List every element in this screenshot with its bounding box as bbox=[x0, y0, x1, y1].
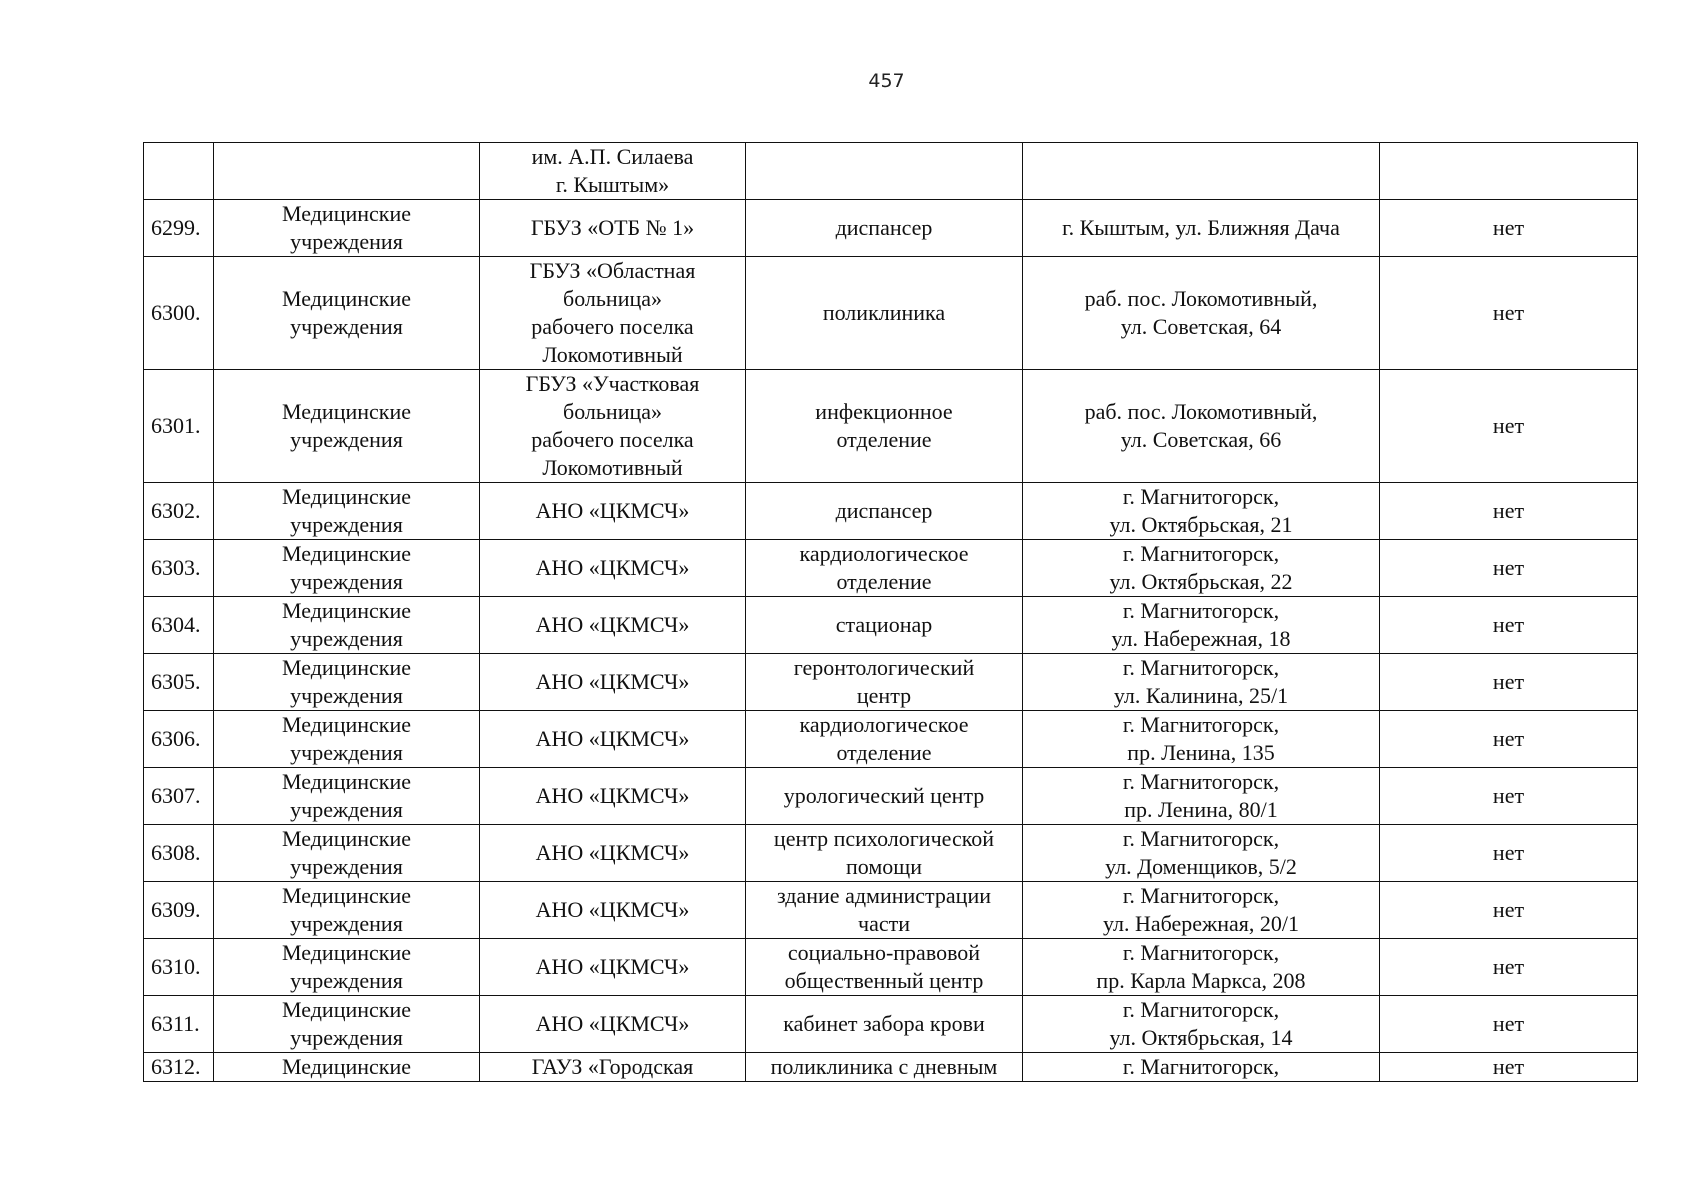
organization-cell: АНО «ЦКМСЧ» bbox=[480, 825, 746, 882]
status-cell: нет bbox=[1380, 1053, 1638, 1082]
status-cell: нет bbox=[1380, 200, 1638, 257]
organization-cell: АНО «ЦКМСЧ» bbox=[480, 882, 746, 939]
organization-cell: АНО «ЦКМСЧ» bbox=[480, 483, 746, 540]
address-cell bbox=[1023, 143, 1380, 200]
category-cell: Медицинские учреждения bbox=[214, 257, 480, 370]
row-number-cell bbox=[144, 143, 214, 200]
address-cell: г. Магнитогорск, ул. Октябрьская, 14 bbox=[1023, 996, 1380, 1053]
organization-cell: АНО «ЦКМСЧ» bbox=[480, 711, 746, 768]
table-row bbox=[144, 200, 1638, 257]
facility-cell: поликлиника bbox=[746, 257, 1023, 370]
facility-cell: центр психологической помощи bbox=[746, 825, 1023, 882]
status-cell: нет bbox=[1380, 483, 1638, 540]
row-number-cell: 6299. bbox=[144, 200, 214, 257]
row-number-cell: 6302. bbox=[144, 483, 214, 540]
status-cell: нет bbox=[1380, 257, 1638, 370]
table-row bbox=[144, 540, 1638, 597]
page-number: 457 bbox=[868, 70, 905, 92]
row-number-cell: 6310. bbox=[144, 939, 214, 996]
address-cell: г. Магнитогорск, пр. Карла Маркса, 208 bbox=[1023, 939, 1380, 996]
row-number-cell: 6308. bbox=[144, 825, 214, 882]
table-row bbox=[144, 996, 1638, 1053]
address-cell: раб. пос. Локомотивный, ул. Советская, 64 bbox=[1023, 257, 1380, 370]
category-cell: Медицинские учреждения bbox=[214, 654, 480, 711]
status-cell: нет bbox=[1380, 540, 1638, 597]
address-cell: г. Магнитогорск, пр. Ленина, 135 bbox=[1023, 711, 1380, 768]
status-cell: нет bbox=[1380, 654, 1638, 711]
address-cell: г. Кыштым, ул. Ближняя Дача bbox=[1023, 200, 1380, 257]
organization-cell: им. А.П. Силаева г. Кыштым» bbox=[480, 143, 746, 200]
category-cell: Медицинские учреждения bbox=[214, 825, 480, 882]
status-cell: нет bbox=[1380, 768, 1638, 825]
table-row bbox=[144, 257, 1638, 370]
status-cell: нет bbox=[1380, 711, 1638, 768]
row-number-cell: 6300. bbox=[144, 257, 214, 370]
table-row bbox=[144, 939, 1638, 996]
address-cell: г. Магнитогорск, ул. Калинина, 25/1 bbox=[1023, 654, 1380, 711]
category-cell: Медицинские учреждения bbox=[214, 711, 480, 768]
facility-cell: диспансер bbox=[746, 200, 1023, 257]
status-cell: нет bbox=[1380, 825, 1638, 882]
status-cell bbox=[1380, 143, 1638, 200]
category-cell: Медицинские учреждения bbox=[214, 597, 480, 654]
row-number-cell: 6303. bbox=[144, 540, 214, 597]
facility-cell: социально-правовой общественный центр bbox=[746, 939, 1023, 996]
category-cell: Медицинские учреждения bbox=[214, 882, 480, 939]
table-row bbox=[144, 711, 1638, 768]
address-cell: г. Магнитогорск, ул. Набережная, 20/1 bbox=[1023, 882, 1380, 939]
category-cell: Медицинские учреждения bbox=[214, 768, 480, 825]
facility-cell: кардиологическое отделение bbox=[746, 540, 1023, 597]
organization-cell: АНО «ЦКМСЧ» bbox=[480, 939, 746, 996]
organization-cell: АНО «ЦКМСЧ» bbox=[480, 540, 746, 597]
row-number-cell: 6305. bbox=[144, 654, 214, 711]
address-cell: г. Магнитогорск, ул. Октябрьская, 22 bbox=[1023, 540, 1380, 597]
category-cell: Медицинские учреждения bbox=[214, 483, 480, 540]
category-cell: Медицинские bbox=[214, 1053, 480, 1082]
row-number-cell: 6312. bbox=[144, 1053, 214, 1082]
table-row bbox=[144, 768, 1638, 825]
table-row bbox=[144, 143, 1638, 200]
row-number-cell: 6301. bbox=[144, 370, 214, 483]
facility-cell: урологический центр bbox=[746, 768, 1023, 825]
facility-cell: геронтологический центр bbox=[746, 654, 1023, 711]
row-number-cell: 6306. bbox=[144, 711, 214, 768]
status-cell: нет bbox=[1380, 882, 1638, 939]
category-cell bbox=[214, 143, 480, 200]
facility-cell: кабинет забора крови bbox=[746, 996, 1023, 1053]
organization-cell: АНО «ЦКМСЧ» bbox=[480, 597, 746, 654]
facility-cell: диспансер bbox=[746, 483, 1023, 540]
organization-cell: ГБУЗ «Областная больница» рабочего поселка Локомотивный bbox=[480, 257, 746, 370]
organization-cell: ГБУЗ «ОТБ № 1» bbox=[480, 200, 746, 257]
table-row bbox=[144, 597, 1638, 654]
category-cell: Медицинские учреждения bbox=[214, 370, 480, 483]
organization-cell: ГБУЗ «Участковая больница» рабочего поселка Локомотивный bbox=[480, 370, 746, 483]
organization-cell: ГАУЗ «Городская bbox=[480, 1053, 746, 1082]
table-row bbox=[144, 882, 1638, 939]
status-cell: нет bbox=[1380, 597, 1638, 654]
facility-cell bbox=[746, 143, 1023, 200]
table-body bbox=[144, 143, 1638, 1082]
registry-table bbox=[143, 142, 1638, 1082]
table-row bbox=[144, 654, 1638, 711]
address-cell: раб. пос. Локомотивный, ул. Советская, 66 bbox=[1023, 370, 1380, 483]
category-cell: Медицинские учреждения bbox=[214, 939, 480, 996]
facility-cell: кардиологическое отделение bbox=[746, 711, 1023, 768]
table-row bbox=[144, 483, 1638, 540]
category-cell: Медицинские учреждения bbox=[214, 540, 480, 597]
table-row bbox=[144, 370, 1638, 483]
facility-cell: поликлиника с дневным bbox=[746, 1053, 1023, 1082]
row-number-cell: 6311. bbox=[144, 996, 214, 1053]
address-cell: г. Магнитогорск, ул. Октябрьская, 21 bbox=[1023, 483, 1380, 540]
row-number-cell: 6309. bbox=[144, 882, 214, 939]
address-cell: г. Магнитогорск, bbox=[1023, 1053, 1380, 1082]
table-row bbox=[144, 1053, 1638, 1082]
address-cell: г. Магнитогорск, ул. Набережная, 18 bbox=[1023, 597, 1380, 654]
status-cell: нет bbox=[1380, 939, 1638, 996]
category-cell: Медицинские учреждения bbox=[214, 996, 480, 1053]
facility-cell: стационар bbox=[746, 597, 1023, 654]
category-cell: Медицинские учреждения bbox=[214, 200, 480, 257]
table-row bbox=[144, 825, 1638, 882]
row-number-cell: 6304. bbox=[144, 597, 214, 654]
organization-cell: АНО «ЦКМСЧ» bbox=[480, 654, 746, 711]
status-cell: нет bbox=[1380, 996, 1638, 1053]
status-cell: нет bbox=[1380, 370, 1638, 483]
organization-cell: АНО «ЦКМСЧ» bbox=[480, 768, 746, 825]
facility-cell: инфекционное отделение bbox=[746, 370, 1023, 483]
row-number-cell: 6307. bbox=[144, 768, 214, 825]
address-cell: г. Магнитогорск, ул. Доменщиков, 5/2 bbox=[1023, 825, 1380, 882]
organization-cell: АНО «ЦКМСЧ» bbox=[480, 996, 746, 1053]
address-cell: г. Магнитогорск, пр. Ленина, 80/1 bbox=[1023, 768, 1380, 825]
facility-cell: здание администрации части bbox=[746, 882, 1023, 939]
